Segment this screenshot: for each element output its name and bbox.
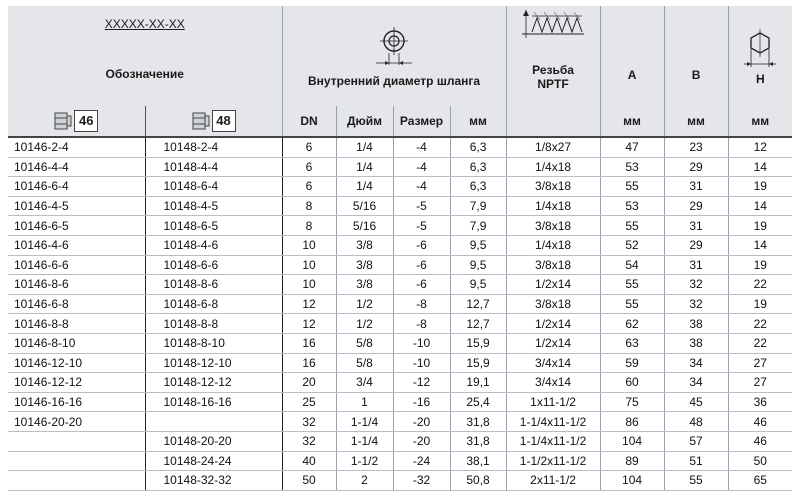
col-46-cell: 10146-4-4 xyxy=(8,157,145,177)
col-mm-cell: 19,1 xyxy=(450,373,506,393)
col-dn-cell: 10 xyxy=(282,275,336,295)
col-inch-cell: 1-1/2 xyxy=(336,451,393,471)
col-inch-cell: 1/2 xyxy=(336,294,393,314)
inner-diameter-label: Внутренний диаметр шланга xyxy=(308,74,481,88)
col-thread-cell: 3/8x18 xyxy=(506,216,600,236)
spec-table-body xyxy=(8,137,792,490)
hex-nut-icon xyxy=(740,27,780,71)
col-48-cell: 10148-8-8 xyxy=(145,314,282,334)
col-a-cell: 75 xyxy=(600,392,664,412)
col-size-cell: -12 xyxy=(393,373,450,393)
col-a-cell: 63 xyxy=(600,333,664,353)
col-48-cell: 10148-6-6 xyxy=(145,255,282,275)
col-mm-cell: 9,5 xyxy=(450,255,506,275)
col-b-cell: 31 xyxy=(664,255,728,275)
col-thread-cell: 3/8x18 xyxy=(506,294,600,314)
col-a-cell: 53 xyxy=(600,157,664,177)
col-48-cell xyxy=(145,412,282,432)
col-dn-cell: 50 xyxy=(282,471,336,491)
col-thread-cell: 3/4x14 xyxy=(506,373,600,393)
fitting-spec-table xyxy=(8,6,792,491)
col-h-cell: 22 xyxy=(728,314,792,334)
col-b-cell: 29 xyxy=(664,157,728,177)
col-a-cell: 55 xyxy=(600,294,664,314)
col-inch-cell: 1-1/4 xyxy=(336,431,393,451)
thread-section-icon xyxy=(518,6,588,42)
col-mm-cell: 50,8 xyxy=(450,471,506,491)
table-row xyxy=(8,216,792,236)
col-46-cell: 10146-12-12 xyxy=(8,373,145,393)
col-h-cell: 19 xyxy=(728,216,792,236)
col-46-cell: 10146-4-6 xyxy=(8,235,145,255)
col-inch-cell: 1-1/4 xyxy=(336,412,393,432)
col-46-cell: 10146-6-5 xyxy=(8,216,145,236)
col-size-cell: -6 xyxy=(393,275,450,295)
col-a-cell: 55 xyxy=(600,177,664,197)
col-h-cell: 65 xyxy=(728,471,792,491)
col-size-cell: -5 xyxy=(393,196,450,216)
col-size-cell: -20 xyxy=(393,431,450,451)
designation-code: XXXXX-XX-XX xyxy=(104,17,185,31)
col-mm-cell: 6,3 xyxy=(450,137,506,157)
col-dn-cell: 40 xyxy=(282,451,336,471)
col-dn-cell: 6 xyxy=(282,157,336,177)
col-mm-cell: 6,3 xyxy=(450,177,506,197)
col-size-cell: -10 xyxy=(393,333,450,353)
col-mm-cell: 31,8 xyxy=(450,412,506,432)
table-row xyxy=(8,451,792,471)
col-h-cell: 50 xyxy=(728,451,792,471)
mm-a-header: мм xyxy=(600,106,664,137)
h-label: H xyxy=(755,72,765,86)
col-a-cell: 53 xyxy=(600,196,664,216)
table-row xyxy=(8,412,792,432)
col-46-cell xyxy=(8,451,145,471)
col-inch-cell: 2 xyxy=(336,471,393,491)
col-a-cell: 47 xyxy=(600,137,664,157)
col-h-cell: 14 xyxy=(728,157,792,177)
col-h-cell: 19 xyxy=(728,255,792,275)
col-46-cell: 10146-8-8 xyxy=(8,314,145,334)
col-46-cell: 10146-6-4 xyxy=(8,177,145,197)
col-a-cell: 60 xyxy=(600,373,664,393)
col-size-cell: -4 xyxy=(393,177,450,197)
table-row xyxy=(8,314,792,334)
col-a-cell: 52 xyxy=(600,235,664,255)
col-b-cell: 38 xyxy=(664,333,728,353)
b-header xyxy=(664,6,728,106)
col-h-cell: 14 xyxy=(728,196,792,216)
col-46-cell: 10146-16-16 xyxy=(8,392,145,412)
col-46-cell: 10146-8-6 xyxy=(8,275,145,295)
col-46-cell: 10146-20-20 xyxy=(8,412,145,432)
col-a-cell: 55 xyxy=(600,216,664,236)
col-48-cell: 10148-8-10 xyxy=(145,333,282,353)
col-mm-cell: 15,9 xyxy=(450,333,506,353)
badge-46-number: 46 xyxy=(74,110,98,132)
col-size-cell: -16 xyxy=(393,392,450,412)
col-size-cell: -6 xyxy=(393,255,450,275)
col-48-cell: 10148-24-24 xyxy=(145,451,282,471)
col-mm-cell: 12,7 xyxy=(450,294,506,314)
col-inch-cell: 3/8 xyxy=(336,255,393,275)
col-mm-cell: 38,1 xyxy=(450,451,506,471)
col-48-cell: 10148-12-10 xyxy=(145,353,282,373)
table-row xyxy=(8,255,792,275)
col-48-cell: 10148-2-4 xyxy=(145,137,282,157)
col-48-cell: 10148-6-4 xyxy=(145,177,282,197)
table-row xyxy=(8,177,792,197)
circle-section-icon xyxy=(370,25,418,69)
col-thread-cell: 1/2x14 xyxy=(506,333,600,353)
table-row xyxy=(8,353,792,373)
dn-header: DN xyxy=(282,106,336,137)
col-dn-cell: 12 xyxy=(282,294,336,314)
col-size-cell: -4 xyxy=(393,157,450,177)
designation-header xyxy=(8,6,282,106)
col-b-cell: 57 xyxy=(664,431,728,451)
col-h-cell: 12 xyxy=(728,137,792,157)
col-dn-cell: 6 xyxy=(282,177,336,197)
table-row xyxy=(8,333,792,353)
mm-d-header: мм xyxy=(450,106,506,137)
col-48-cell: 10148-8-6 xyxy=(145,275,282,295)
col-thread-cell: 1/4x18 xyxy=(506,235,600,255)
col-h-cell: 22 xyxy=(728,333,792,353)
fitting-48-icon xyxy=(192,111,210,131)
col-48-cell: 10148-4-4 xyxy=(145,157,282,177)
col-dn-cell: 8 xyxy=(282,216,336,236)
col-size-cell: -24 xyxy=(393,451,450,471)
col-inch-cell: 1/2 xyxy=(336,314,393,334)
col-size-cell: -8 xyxy=(393,314,450,334)
col-size-cell: -8 xyxy=(393,294,450,314)
col-size-cell: -20 xyxy=(393,412,450,432)
col-inch-cell: 3/4 xyxy=(336,373,393,393)
table-row xyxy=(8,431,792,451)
col-size-cell: -32 xyxy=(393,471,450,491)
col-a-cell: 59 xyxy=(600,353,664,373)
col-48-cell: 10148-4-6 xyxy=(145,235,282,255)
col-h-cell: 36 xyxy=(728,392,792,412)
col-dn-cell: 10 xyxy=(282,235,336,255)
a-header xyxy=(600,6,664,106)
mm-h-header: мм xyxy=(728,106,792,137)
col-48-cell: 10148-6-8 xyxy=(145,294,282,314)
col-thread-cell: 1/8x27 xyxy=(506,137,600,157)
col-thread-cell: 1-1/4x11-1/2 xyxy=(506,412,600,432)
table-row xyxy=(8,392,792,412)
col-b-cell: 45 xyxy=(664,392,728,412)
inch-header: Дюйм xyxy=(336,106,393,137)
col-size-cell: -6 xyxy=(393,235,450,255)
col-mm-cell: 15,9 xyxy=(450,353,506,373)
col-h-cell: 19 xyxy=(728,294,792,314)
col-inch-cell: 1/4 xyxy=(336,137,393,157)
inner-diameter-header xyxy=(282,6,506,106)
table-row xyxy=(8,373,792,393)
col-dn-cell: 12 xyxy=(282,314,336,334)
col-dn-cell: 32 xyxy=(282,412,336,432)
col-48-cell: 10148-20-20 xyxy=(145,431,282,451)
col-48-cell: 10148-6-5 xyxy=(145,216,282,236)
col-inch-cell: 5/8 xyxy=(336,353,393,373)
col-a-cell: 54 xyxy=(600,255,664,275)
col-thread-cell: 1/4x18 xyxy=(506,196,600,216)
col-size-cell: -4 xyxy=(393,137,450,157)
col-b-cell: 51 xyxy=(664,451,728,471)
col-thread-cell: 1-1/4x11-1/2 xyxy=(506,431,600,451)
col-thread-cell: 3/4x14 xyxy=(506,353,600,373)
col-mm-cell: 6,3 xyxy=(450,157,506,177)
col-thread-cell: 1/4x18 xyxy=(506,157,600,177)
col-h-cell: 22 xyxy=(728,275,792,295)
table-row xyxy=(8,275,792,295)
col-dn-cell: 25 xyxy=(282,392,336,412)
col-48-cell: 10148-16-16 xyxy=(145,392,282,412)
col-inch-cell: 5/8 xyxy=(336,333,393,353)
col-dn-cell: 6 xyxy=(282,137,336,157)
col-46-cell: 10146-4-5 xyxy=(8,196,145,216)
col-a-cell: 86 xyxy=(600,412,664,432)
thread-header xyxy=(506,6,600,137)
table-row xyxy=(8,157,792,177)
col-46-cell: 10146-2-4 xyxy=(8,137,145,157)
col-b-cell: 32 xyxy=(664,275,728,295)
col-b-cell: 38 xyxy=(664,314,728,334)
col-thread-cell: 1/2x14 xyxy=(506,275,600,295)
size-header: Размер xyxy=(393,106,450,137)
col-thread-cell: 1x11-1/2 xyxy=(506,392,600,412)
col-inch-cell: 1/4 xyxy=(336,177,393,197)
col-dn-cell: 20 xyxy=(282,373,336,393)
col-46-cell xyxy=(8,471,145,491)
badge-48 xyxy=(192,110,236,132)
table-row xyxy=(8,235,792,255)
col-b-cell: 34 xyxy=(664,353,728,373)
col-mm-cell: 7,9 xyxy=(450,196,506,216)
col-h-cell: 27 xyxy=(728,373,792,393)
b-label: B xyxy=(691,68,701,82)
col-b-cell: 31 xyxy=(664,177,728,197)
mm-b-header: мм xyxy=(664,106,728,137)
table-row xyxy=(8,137,792,157)
col-mm-cell: 7,9 xyxy=(450,216,506,236)
col-a-cell: 62 xyxy=(600,314,664,334)
col-dn-cell: 16 xyxy=(282,333,336,353)
col-inch-cell: 1 xyxy=(336,392,393,412)
col-inch-cell: 1/4 xyxy=(336,157,393,177)
col-dn-cell: 32 xyxy=(282,431,336,451)
col-b-cell: 48 xyxy=(664,412,728,432)
col-h-cell: 46 xyxy=(728,412,792,432)
col-inch-cell: 5/16 xyxy=(336,196,393,216)
col-a-cell: 104 xyxy=(600,471,664,491)
col-48-cell: 10148-4-5 xyxy=(145,196,282,216)
thread-label: Резьба NPTF xyxy=(532,63,574,91)
col-h-cell: 19 xyxy=(728,177,792,197)
col-thread-cell: 3/8x18 xyxy=(506,255,600,275)
col-46-cell xyxy=(8,431,145,451)
designation-label: Обозначение xyxy=(105,67,184,81)
col-b-cell: 29 xyxy=(664,235,728,255)
col-b-cell: 34 xyxy=(664,373,728,393)
col-dn-cell: 10 xyxy=(282,255,336,275)
col-mm-cell: 9,5 xyxy=(450,275,506,295)
col-46-cell: 10146-6-8 xyxy=(8,294,145,314)
badge-46-cell xyxy=(8,106,145,137)
col-h-cell: 14 xyxy=(728,235,792,255)
col-a-cell: 89 xyxy=(600,451,664,471)
col-b-cell: 32 xyxy=(664,294,728,314)
col-b-cell: 29 xyxy=(664,196,728,216)
col-mm-cell: 12,7 xyxy=(450,314,506,334)
col-b-cell: 55 xyxy=(664,471,728,491)
col-a-cell: 104 xyxy=(600,431,664,451)
col-46-cell: 10146-12-10 xyxy=(8,353,145,373)
col-a-cell: 55 xyxy=(600,275,664,295)
col-h-cell: 27 xyxy=(728,353,792,373)
col-48-cell: 10148-32-32 xyxy=(145,471,282,491)
col-46-cell: 10146-8-10 xyxy=(8,333,145,353)
table-row xyxy=(8,471,792,491)
col-mm-cell: 25,4 xyxy=(450,392,506,412)
badge-48-number: 48 xyxy=(212,110,236,132)
col-h-cell: 46 xyxy=(728,431,792,451)
col-thread-cell: 1/2x14 xyxy=(506,314,600,334)
col-size-cell: -5 xyxy=(393,216,450,236)
h-header xyxy=(728,6,792,106)
col-inch-cell: 3/8 xyxy=(336,235,393,255)
col-thread-cell: 2x11-1/2 xyxy=(506,471,600,491)
col-mm-cell: 31,8 xyxy=(450,431,506,451)
col-inch-cell: 3/8 xyxy=(336,275,393,295)
col-46-cell: 10146-6-6 xyxy=(8,255,145,275)
col-thread-cell: 1-1/2x11-1/2 xyxy=(506,451,600,471)
badge-48-cell xyxy=(145,106,282,137)
col-48-cell: 10148-12-12 xyxy=(145,373,282,393)
col-b-cell: 31 xyxy=(664,216,728,236)
a-label: A xyxy=(627,68,637,82)
col-inch-cell: 5/16 xyxy=(336,216,393,236)
table-row xyxy=(8,294,792,314)
col-b-cell: 23 xyxy=(664,137,728,157)
badge-46 xyxy=(54,110,98,132)
col-thread-cell: 3/8x18 xyxy=(506,177,600,197)
col-size-cell: -10 xyxy=(393,353,450,373)
col-dn-cell: 16 xyxy=(282,353,336,373)
table-row xyxy=(8,196,792,216)
fitting-46-icon xyxy=(54,111,72,131)
col-dn-cell: 8 xyxy=(282,196,336,216)
col-mm-cell: 9,5 xyxy=(450,235,506,255)
